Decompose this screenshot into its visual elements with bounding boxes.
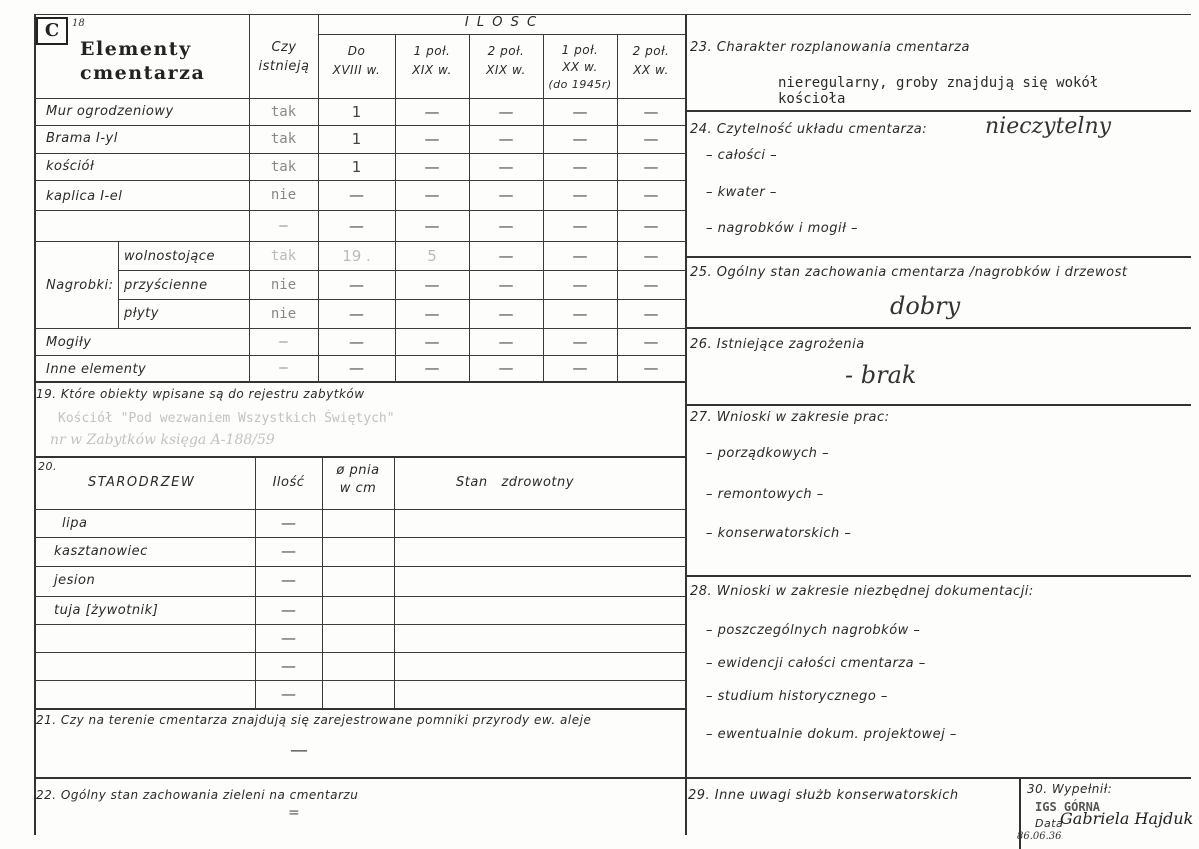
- s22-answer: =: [288, 805, 300, 821]
- s25-answer: dobry: [890, 292, 961, 320]
- s20-header-ilosc: Ilość: [272, 475, 305, 490]
- count-value: —: [498, 217, 514, 235]
- exists-value: nie: [270, 306, 297, 322]
- s25-bottom: [685, 327, 1191, 329]
- row-label-przyscienne: przyścienne: [124, 278, 208, 293]
- tree-count: —: [281, 685, 296, 703]
- tree-count: —: [281, 571, 296, 589]
- count-value: —: [643, 130, 659, 148]
- s26-bottom: [685, 404, 1191, 406]
- count-value: —: [498, 333, 514, 351]
- s20-bottom: [34, 708, 685, 710]
- exists-value: tak: [270, 248, 297, 264]
- tree-count: —: [281, 629, 296, 647]
- count-value: —: [572, 186, 588, 204]
- s26-answer: - brak: [845, 361, 917, 389]
- title-line-1: Elementy: [80, 38, 192, 60]
- s23-bottom: [685, 110, 1191, 112]
- col-header-p1-20: 1 poł. XX w.: [561, 43, 599, 74]
- s24-item-kwater: – kwater –: [706, 185, 777, 200]
- s28-item-nagrobkow: – poszczególnych nagrobków –: [706, 623, 921, 638]
- count-value: —: [424, 359, 440, 377]
- count-value: —: [572, 130, 588, 148]
- row-label-plyty: płyty: [124, 306, 159, 321]
- s20-row-1: [34, 537, 685, 538]
- count-value: —: [424, 276, 440, 294]
- col-header-p1-20-note: (do 1945r): [548, 78, 612, 91]
- exists-value: nie: [270, 277, 297, 293]
- count-value: —: [643, 333, 659, 351]
- s27-item-remontowych: – remontowych –: [706, 487, 824, 502]
- col-header-p2-20: 2 poł. XX w.: [632, 44, 670, 77]
- s20-row-4: [34, 624, 685, 625]
- s21-bottom: [34, 777, 685, 779]
- count-value: —: [643, 276, 659, 294]
- exists-value: nie: [270, 187, 297, 203]
- row-label-mogily: Mogiły: [46, 335, 92, 350]
- s29-label: 29. Inne uwagi służb konserwatorskich: [688, 788, 959, 803]
- count-value: —: [572, 103, 588, 121]
- count-value: —: [424, 103, 440, 121]
- s20-row-5: [34, 652, 685, 653]
- s22-label: 22. Ogólny stan zachowania zieleni na cmentarzu: [36, 788, 359, 802]
- count-value: —: [349, 359, 364, 377]
- s24-bottom: [685, 256, 1191, 258]
- s27-item-porzadkowych: – porządkowych –: [706, 446, 830, 461]
- count-value: —: [498, 247, 514, 265]
- left-table-left-border: [34, 14, 36, 835]
- s19-typed-entry: Kościół "Pod wezwaniem Wszystkich Świętych": [58, 411, 395, 426]
- count-value: —: [572, 359, 588, 377]
- count-value: —: [424, 130, 440, 148]
- ilosc-underline: [318, 34, 685, 35]
- s30-stamp: IGS GÓRNA: [1035, 800, 1101, 814]
- s23-label: 23. Charakter rozplanowania cmentarza: [690, 40, 970, 55]
- s27-bottom: [685, 575, 1191, 577]
- s23-answer-line-2: kościoła: [778, 91, 846, 107]
- s24-item-calosci: – całości –: [706, 148, 778, 163]
- s20-col-stan: [394, 456, 395, 709]
- s21-answer: —: [290, 740, 308, 761]
- col-header-p2-19: 2 poł. XIX w.: [486, 44, 526, 77]
- count-value: —: [349, 217, 364, 235]
- count-value: —: [643, 103, 659, 121]
- s20-header-pnia: ø pnia w cm: [336, 463, 380, 496]
- s24-label: 24. Czytelność układu cmentarza:: [690, 122, 928, 137]
- s20-header-starodrzew: STARODRZEW: [88, 475, 196, 490]
- tree-count: —: [281, 514, 296, 532]
- count-value: —: [424, 217, 440, 235]
- tree-name: tuja [żywotnik]: [54, 603, 159, 618]
- count-value: —: [349, 276, 364, 294]
- s24-item-nagrobkow: – nagrobków i mogił –: [706, 221, 858, 236]
- count-value: 5: [427, 247, 437, 265]
- count-value: —: [349, 305, 364, 323]
- exists-value: tak: [270, 159, 297, 175]
- s28-item-ewidencji: – ewidencji całości cmentarza –: [706, 656, 926, 671]
- tree-name: lipa: [62, 516, 88, 531]
- count-value: 19 .: [342, 247, 371, 265]
- s27-item-konserwatorskich: – konserwatorskich –: [706, 526, 852, 541]
- count-value: —: [424, 158, 440, 176]
- center-divider: [685, 14, 687, 835]
- count-value: —: [643, 359, 659, 377]
- count-value: —: [349, 333, 364, 351]
- s20-row-6: [34, 680, 685, 681]
- row-label-mur: Mur ogrodzeniowy: [46, 104, 174, 119]
- top-border-right: [686, 14, 1191, 15]
- row-label-kaplica: kaplica I-el: [46, 189, 123, 204]
- count-value: —: [643, 247, 659, 265]
- count-value: —: [572, 276, 588, 294]
- s20-row-3: [34, 596, 685, 597]
- tree-count: —: [281, 542, 296, 560]
- tree-count: —: [281, 601, 296, 619]
- s19-bottom: [34, 456, 685, 458]
- count-value: —: [572, 305, 588, 323]
- s23-answer-line-1: nieregularny, groby znajdują się wokół: [778, 75, 1099, 91]
- section-letter: C: [44, 20, 60, 41]
- s20-header-bottom: [34, 509, 685, 510]
- s20-header-stan: Stan zdrowotny: [456, 475, 574, 490]
- count-value: —: [498, 130, 514, 148]
- s28-bottom: [685, 777, 1191, 779]
- row-line-10: [34, 381, 685, 383]
- count-value: —: [572, 158, 588, 176]
- count-value: —: [643, 217, 659, 235]
- count-value: —: [424, 186, 440, 204]
- count-value: —: [572, 333, 588, 351]
- exists-value: —: [279, 360, 288, 376]
- s26-label: 26. Istniejące zagrożenia: [690, 337, 865, 352]
- page-number: 18: [72, 18, 85, 29]
- count-value: —: [424, 305, 440, 323]
- s28-item-projektowej: – ewentualnie dokum. projektowej –: [706, 727, 957, 742]
- s25-label: 25. Ogólny stan zachowania cmentarza /nagrobków i drzewost: [690, 265, 1128, 280]
- count-value: —: [643, 158, 659, 176]
- tree-name: jesion: [54, 573, 96, 588]
- s21-label: 21. Czy na terenie cmentarza znajdują się zarejestrowane pomniki przyrody ew. aleje: [36, 713, 592, 727]
- row-label-brama: Brama I-yl: [46, 131, 118, 146]
- s27-label: 27. Wnioski w zakresie prac:: [690, 410, 890, 425]
- s19-handwritten-entry: nr w Zabytków księga A-188/59: [50, 432, 275, 448]
- col-header-ilosc: I L O S C: [464, 15, 539, 30]
- s19-label: 19. Które obiekty wpisane są do rejestru zabytków: [36, 387, 365, 401]
- nagrobki-label: Nagrobki:: [46, 278, 114, 293]
- count-value: —: [498, 359, 514, 377]
- count-value: —: [349, 186, 364, 204]
- col-line-nagrobki: [118, 241, 119, 328]
- tree-count: —: [281, 657, 296, 675]
- title-line-2: cmentarza: [80, 62, 206, 84]
- count-value: —: [643, 186, 659, 204]
- tree-name: kasztanowiec: [54, 544, 148, 559]
- row-label-kosciol: kościół: [46, 159, 95, 174]
- s30-signature: Gabriela Hajduk: [1060, 809, 1194, 828]
- exists-value: tak: [270, 131, 297, 147]
- col-header-p1-19: 1 poł. XIX w.: [412, 44, 452, 77]
- count-value: —: [572, 217, 588, 235]
- exists-value: —: [279, 334, 288, 350]
- count-value: —: [572, 247, 588, 265]
- count-value: —: [498, 186, 514, 204]
- s28-item-studium: – studium historycznego –: [706, 689, 888, 704]
- row-label-wolnostojace: wolnostojące: [124, 249, 215, 264]
- s30-data-label: Data: [1035, 817, 1064, 830]
- exists-value: —: [279, 218, 288, 234]
- count-value: —: [498, 103, 514, 121]
- s30-date: 86.06.36: [1017, 831, 1062, 842]
- count-value: —: [498, 305, 514, 323]
- exists-value: tak: [270, 104, 297, 120]
- col-header-do18: Do XVIII w.: [332, 44, 381, 77]
- s20-row-2: [34, 566, 685, 567]
- count-value: 1: [351, 130, 362, 148]
- col-header-czy: Czy istnieją: [258, 40, 310, 74]
- count-value: —: [498, 276, 514, 294]
- row-label-inne: Inne elementy: [46, 362, 147, 377]
- s20-number: 20.: [38, 460, 57, 473]
- section-letter-box: [36, 17, 68, 45]
- s24-answer: nieczytelny: [985, 114, 1112, 139]
- count-value: —: [643, 305, 659, 323]
- s28-label: 28. Wnioski w zakresie niezbędnej dokumentacji:: [690, 584, 1034, 599]
- count-value: 1: [351, 103, 362, 121]
- count-value: —: [498, 158, 514, 176]
- count-value: —: [424, 333, 440, 351]
- s30-label: 30. Wypełnił:: [1027, 782, 1113, 796]
- count-value: 1: [351, 158, 362, 176]
